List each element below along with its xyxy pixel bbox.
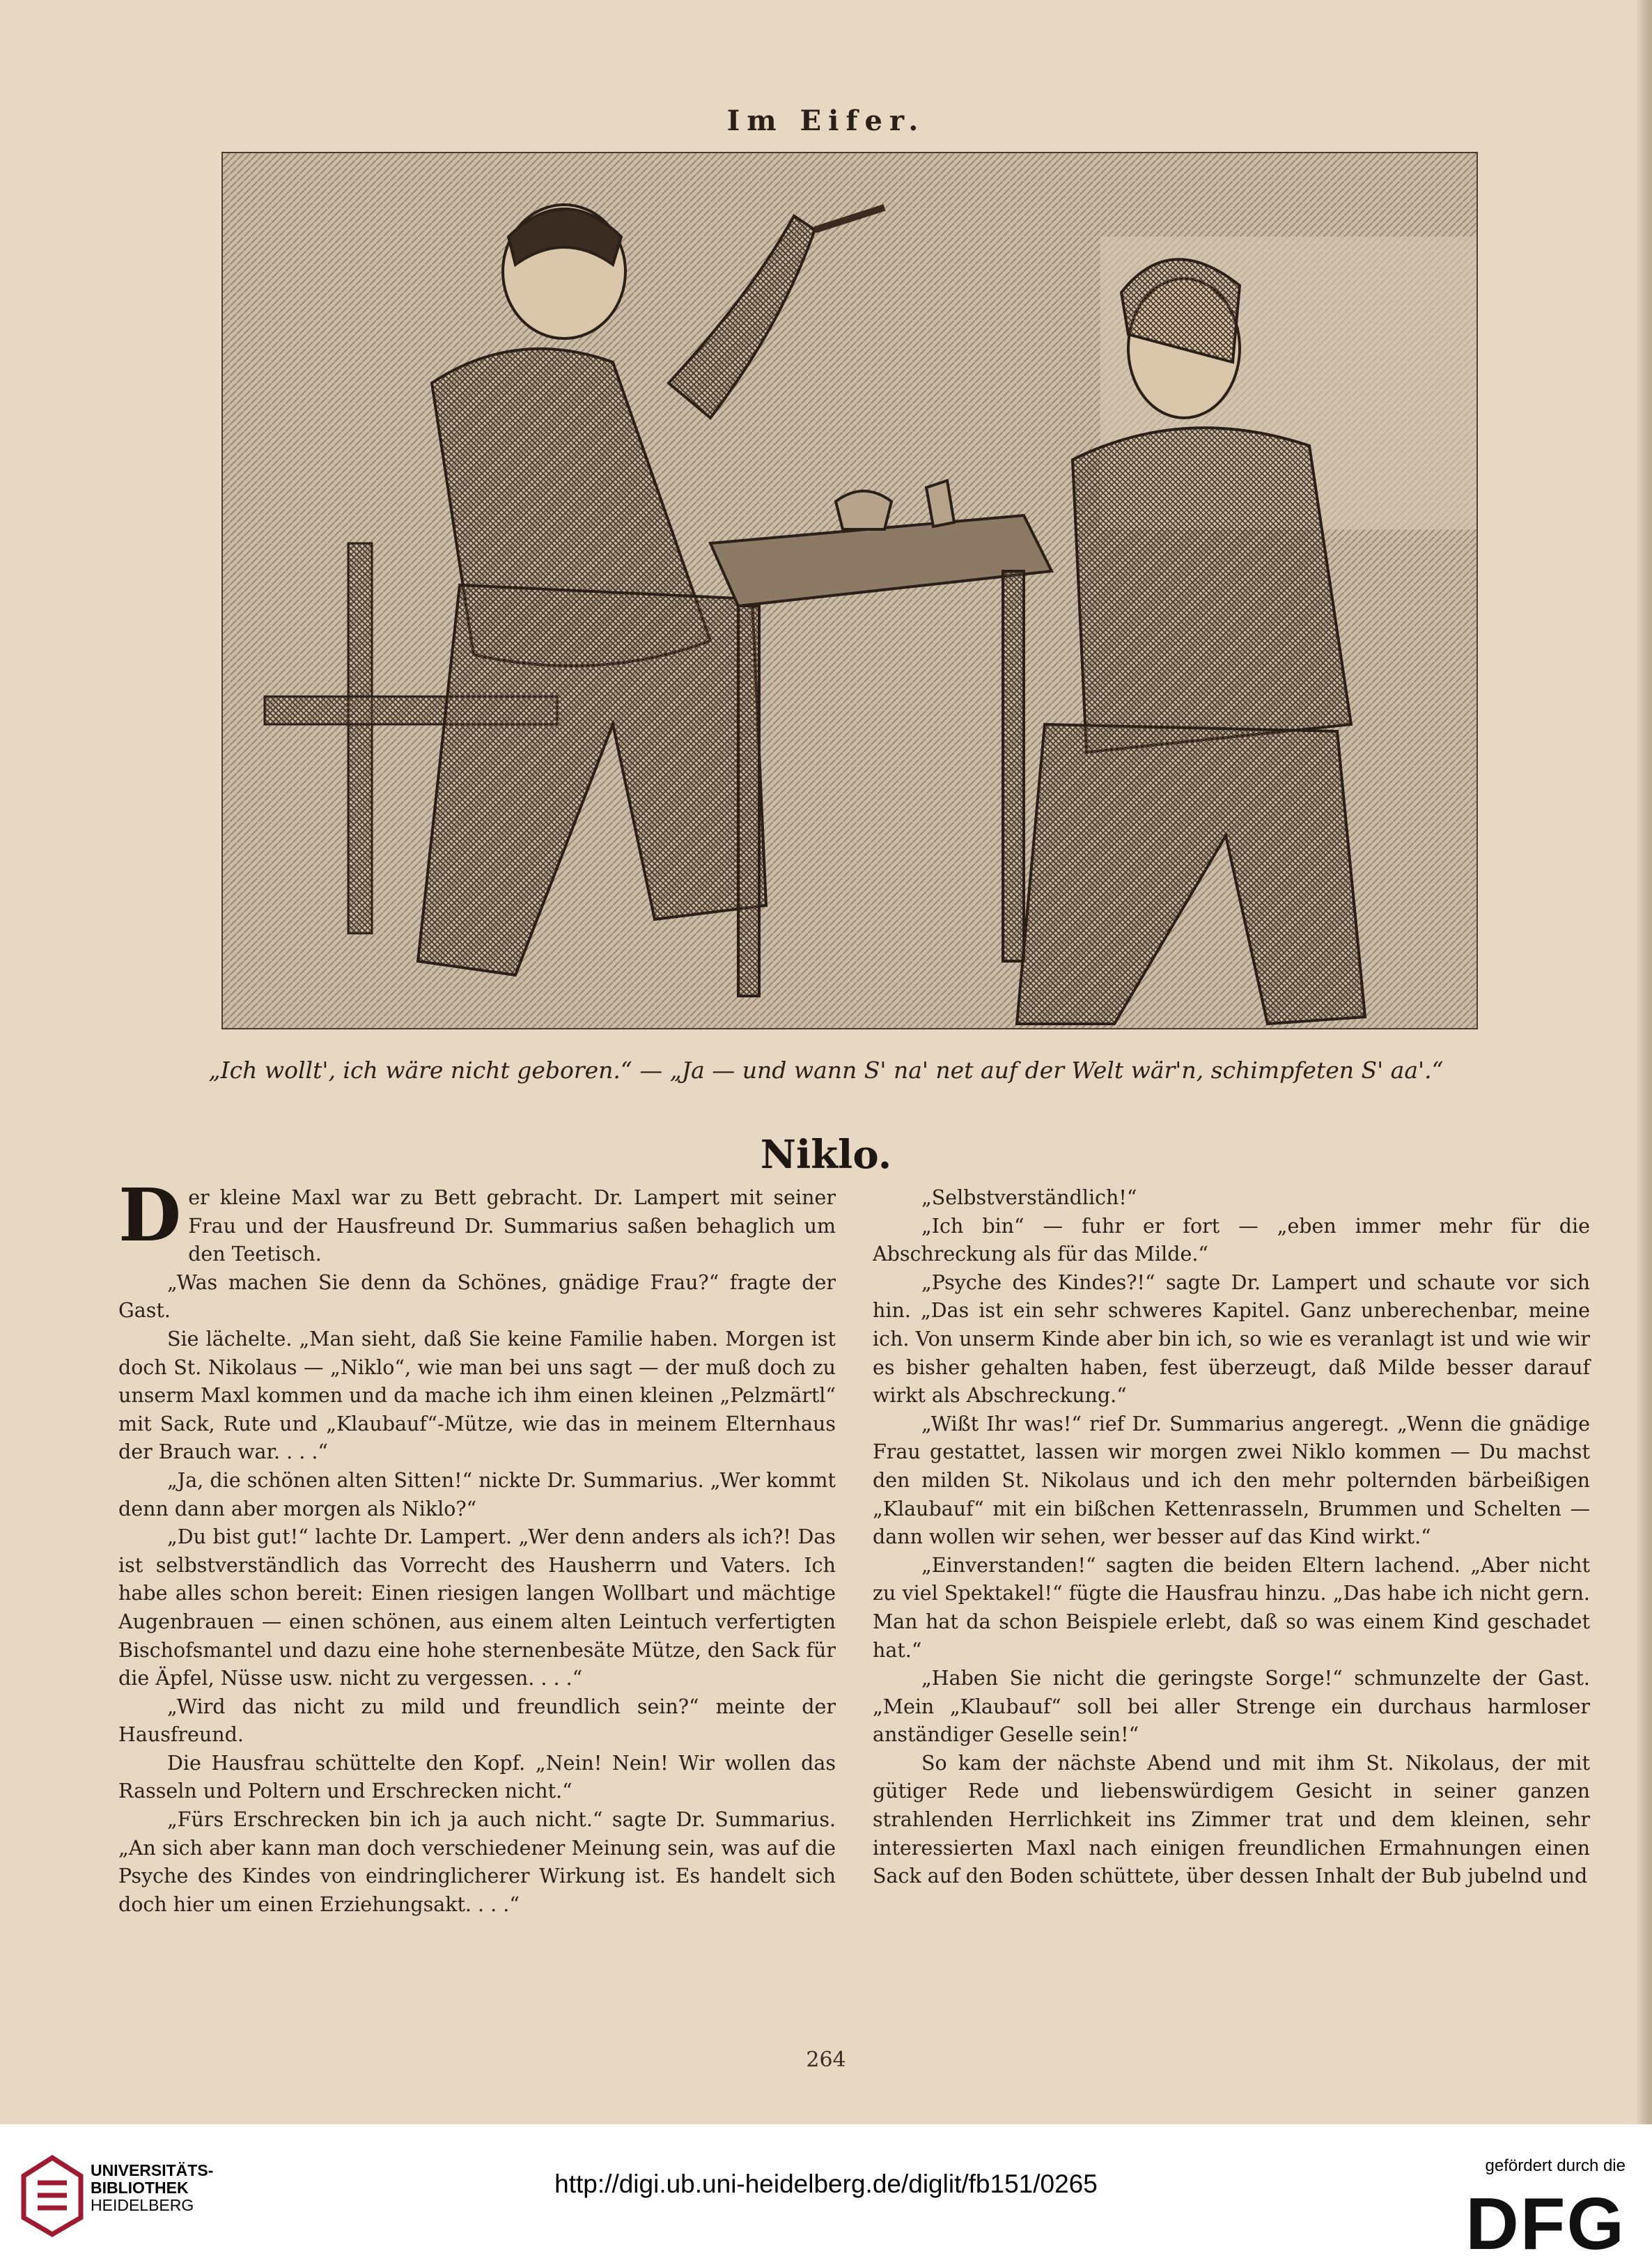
library-name-line: UNIVERSITÄTS- [91,2161,214,2179]
page-number: 264 [806,2048,846,2072]
permalink-url[interactable]: http://digi.ub.uni-heidelberg.de/diglit/fb151/0265 [554,2170,1098,2198]
text-column-right [873,1184,1590,1891]
illustration-caption: „Ich wollt', ich wäre nicht geboren.“ — „Ja — und wann S' na' net auf der Welt wär'n, schimpfeten S' aa'.“ [208,1057,1444,1084]
paragraph: „Einverstanden!“ sagten die beiden Eltern lachend. „Aber nicht zu viel Spektakel!“ fügte die Hausfrau hinzu. „Das habe ich nicht gern. Man hat da schon Beispiele erlebt, daß so was einem Kind geschadet hat.“ [873,1553,1590,1662]
library-name-line: HEIDELBERG [91,2196,194,2214]
paragraph: Sie lächelte. „Man sieht, daß Sie keine Familie haben. Morgen ist doch St. Nikolaus — „Niklo“, wie man bei uns sagt — der muß doch zu unserm Maxl kommen und da mache ich ihm einen kleinen „Pelzmärtl“ mit Sack, Rute und „Klaubauf“-Mütze, wie das in meinem Elternhaus der Brauch war. . . .“ [118,1327,836,1464]
paragraph: Die Hausfrau schüttelte den Kopf. „Nein! Nein! Wir wollen das Rasseln und Poltern und Erschrecken nicht.“ [118,1751,836,1803]
page-title: Im Eifer. [726,104,926,137]
paragraph-text: er kleine Maxl war zu Bett gebracht. Dr. Lampert mit seiner Frau und der Hausfreund Dr. Summarius saßen behaglich um den Teetisch. [188,1186,836,1266]
paragraph: „Wird das nicht zu mild und freundlich sein?“ meinte der Hausfreund. [118,1695,836,1747]
library-name-line: BIBLIOTHEK [91,2179,189,2197]
paragraph: „Du bist gut!“ lachte Dr. Lampert. „Wer denn anders als ich?! Das ist selbstverständlich das Vorrecht des Hausherrn und Vaters. Ich habe alles schon bereit: Einen riesigen langen Wollbart und mächtige Augenbrauen — einen schönen, aus einem alten Leintuch verfertigten Bischofsmantel und dazu eine hohe sternenbesäte Mütze, den Sack für die Äpfel, Nüsse usw. nicht zu vergessen. . . .“ [118,1525,836,1690]
digitization-footer [0,2124,1652,2265]
paragraph: „Ich bin“ — fuhr er fort — „eben immer mehr für die Abschreckung als für das Milde.“ [873,1214,1590,1266]
paragraph: „Haben Sie nicht die geringste Sorge!“ schmunzelte der Gast. „Mein „Klaubauf“ soll bei aller Strenge ein durchaus harmloser anständiger Geselle sein!“ [873,1667,1590,1747]
funding-note: gefördert durch die [1485,2156,1626,2175]
text-column-left [118,1172,836,1919]
paragraph: „Selbstverständlich!“ [921,1186,1137,1209]
paragraph: „Ja, die schönen alten Sitten!“ nickte Dr. Summarius. „Wer kommt denn dann aber morgen als Niklo?“ [118,1468,836,1520]
paragraph: „Psyche des Kindes?!“ sagte Dr. Lampert und schaute vor sich hin. „Das ist ein sehr schweres Kapitel. Ganz unberechenbar, meine ich. Von unserm Kinde aber bin ich, so wie es veranlagt ist und wie wir es bisher gehalten haben, fest überzeugt, daß Milde besser darauf wirkt als Abschreckung.“ [873,1270,1590,1408]
dfg-logo: DFG [1465,2183,1626,2265]
story-title: Niklo. [760,1132,892,1178]
engraving-drawing [223,153,1476,1028]
drop-capital: D [118,1172,182,1258]
paragraph: „Was machen Sie denn da Schönes, gnädige Frau?“ fragte der Gast. [118,1270,836,1323]
paragraph: So kam der nächste Abend und mit ihm St. Nikolaus, der mit gütiger Rede und liebenswürdigem Gesicht in seiner ganzen strahlenden Herrlichkeit ins Zimmer trat und dem kleinen, sehr interessierten Maxl nach einigen freundlichen Ermahnungen einen Sack auf den Boden schüttete, über dessen Inhalt der Bub jubelnd und [873,1751,1590,1888]
paragraph: „Wißt Ihr was!“ rief Dr. Summarius angeregt. „Wenn die gnädige Frau gestattet, lassen wir morgen zwei Niklo kommen — Du machst den milden St. Nikolaus und ich den mehr polternden bärbeißigen „Klaubauf“ mit ein bißchen Kettenrasseln, Brummen und Schelten — dann wollen wir sehen, wer besser auf das Kind wirkt.“ [873,1412,1590,1549]
paragraph: „Fürs Erschrecken bin ich ja auch nicht.“ sagte Dr. Summarius. „An sich aber kann man doch verschiedener Meinung sein, was auf die Psyche des Kindes von eindringlicherer Wirkung ist. Es handelt sich doch hier um einen Erziehungsakt. . . .“ [118,1808,836,1916]
engraving-illustration [221,152,1478,1029]
paragraph [118,1172,836,1269]
